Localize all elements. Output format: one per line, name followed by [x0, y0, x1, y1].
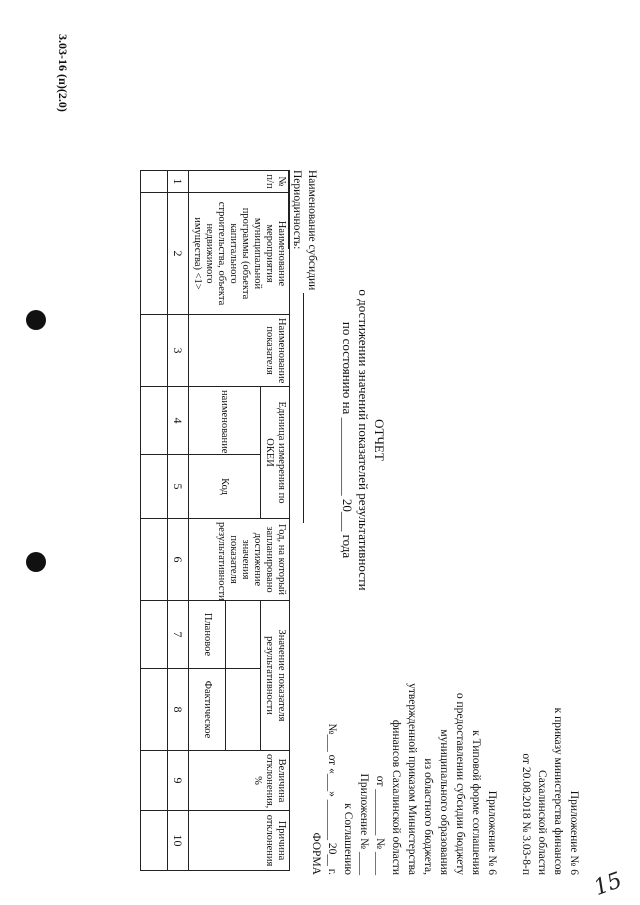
- column-number: 1: [168, 171, 189, 193]
- appendix-line: Приложение № 6: [486, 790, 498, 875]
- header-number: № п/п: [189, 171, 290, 193]
- appendix-line: из областного бюджета,: [422, 758, 434, 875]
- rotated-form-page: [42, 20, 582, 880]
- subsidy-name-field[interactable]: [303, 293, 320, 523]
- appendix-line: муниципального образования: [438, 729, 450, 875]
- table-cell[interactable]: [141, 387, 168, 455]
- header-target-year: Год, на который запланировано достижение значения показателя результативности: [189, 519, 290, 601]
- header-planned: Плановое: [189, 601, 226, 669]
- column-number: 7: [168, 601, 189, 669]
- table-cell[interactable]: [141, 455, 168, 519]
- column-numbers-row: [168, 171, 189, 871]
- column-number: 9: [168, 751, 189, 811]
- table-cell[interactable]: [141, 171, 168, 193]
- column-number: 10: [168, 811, 189, 871]
- appendix-line: от ________ № ____: [374, 775, 386, 875]
- table-cell[interactable]: [141, 315, 168, 387]
- header-value-spacer: [226, 669, 261, 751]
- appendix-line: Приложение № 6: [568, 790, 580, 875]
- report-title-block: [339, 280, 387, 600]
- appendix-line: Сахалинской области: [536, 770, 548, 875]
- column-number: 2: [168, 193, 189, 315]
- appendix-ministry-order: [518, 580, 582, 875]
- header-value-spacer: [226, 601, 261, 669]
- table-cell[interactable]: [141, 669, 168, 751]
- header-deviation: Величина отклонения, %: [189, 751, 290, 811]
- appendix-agreement-form: [308, 580, 500, 875]
- header-indicator-name: Наименование показателя: [189, 315, 290, 387]
- header-indicator-value: Значение показателя результативности: [261, 601, 290, 751]
- appendix-line: №___ от «___» _______ 20__ г.: [326, 723, 338, 875]
- subsidy-name-row: [303, 170, 320, 523]
- indicators-table: [140, 170, 290, 871]
- appendix-line: от 20.08.2018 № 3.03-8-п: [520, 753, 532, 875]
- table-cell[interactable]: [141, 519, 168, 601]
- handwritten-page-number: 15: [590, 867, 626, 902]
- column-number: 6: [168, 519, 189, 601]
- table-cell[interactable]: [141, 601, 168, 669]
- column-number: 8: [168, 669, 189, 751]
- appendix-line: о предоставлении субсидии бюджету: [454, 692, 466, 875]
- table-cell[interactable]: [141, 751, 168, 811]
- header-unit-name: наименование: [189, 387, 261, 455]
- appendix-line: к Соглашению: [342, 803, 354, 875]
- header-unit-code: Код: [189, 455, 261, 519]
- appendix-line: к Типовой форме соглашения: [470, 730, 482, 875]
- subsidy-label: Наименование субсидии: [306, 170, 318, 291]
- column-number: 5: [168, 455, 189, 519]
- appendix-line: финансов Сахалинской области: [390, 719, 402, 875]
- report-subtitle: о достижении значений показателей результативности: [356, 289, 371, 591]
- form-code: 3.03-16 (п)(2.0): [56, 34, 70, 112]
- appendix-line: Приложение № ____: [358, 773, 370, 875]
- report-as-of-date: по состоянию на ____________ 20___ года: [340, 321, 355, 559]
- table-cell[interactable]: [141, 811, 168, 871]
- column-number: 3: [168, 315, 189, 387]
- table-row: [141, 171, 168, 871]
- header-unit-okei: Единица измерения по ОКЕИ: [261, 387, 290, 519]
- column-number: 4: [168, 387, 189, 455]
- table-cell[interactable]: [141, 193, 168, 315]
- periodicity-label: Периодичность:: [288, 170, 305, 249]
- appendix-line: утвержденной приказом Министерства: [406, 683, 418, 875]
- form-label: ФОРМА: [310, 832, 322, 875]
- periodicity-row: [288, 170, 305, 249]
- table-header-row: [261, 171, 290, 871]
- header-event-name: Наименование мероприятия муниципальной программы (объекта капитального строительства, объекта недвижимого имущества) <1>: [189, 193, 290, 315]
- appendix-line: к приказу министерства финансов: [552, 707, 564, 875]
- header-deviation-reason: Причина отклонения: [189, 811, 290, 871]
- report-title: ОТЧЕТ: [372, 419, 387, 461]
- header-actual: Фактическое: [189, 669, 226, 751]
